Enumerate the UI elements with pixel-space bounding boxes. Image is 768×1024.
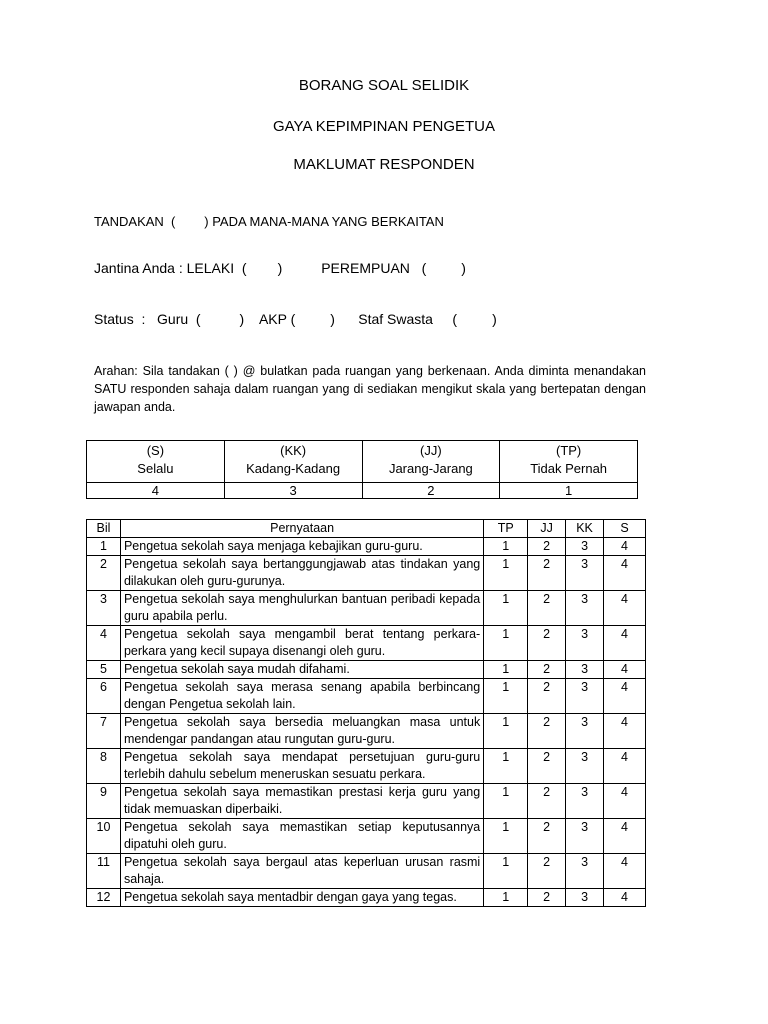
row-number: 4 <box>87 626 121 661</box>
table-row <box>87 714 646 749</box>
row-number: 3 <box>87 591 121 626</box>
table-row <box>87 538 646 556</box>
table-row <box>87 784 646 819</box>
table-row <box>87 819 646 854</box>
option-jj[interactable]: 2 <box>528 538 566 556</box>
option-tp[interactable]: 1 <box>484 661 528 679</box>
option-tp[interactable]: 1 <box>484 556 528 591</box>
option-tp[interactable]: 1 <box>484 784 528 819</box>
table-row <box>87 661 646 679</box>
option-tp[interactable]: 1 <box>484 854 528 889</box>
table-row <box>87 626 646 661</box>
header-pernyataan: Pernyataan <box>120 520 483 538</box>
row-statement: Pengetua sekolah saya menjaga kebajikan guru-guru. <box>120 538 483 556</box>
table-row <box>87 556 646 591</box>
form-subtitle: GAYA KEPIMPINAN PENGETUA <box>273 118 495 135</box>
option-jj[interactable]: 2 <box>528 714 566 749</box>
row-number: 5 <box>87 661 121 679</box>
scale-table <box>86 440 638 499</box>
option-kk[interactable]: 3 <box>566 854 604 889</box>
row-number: 11 <box>87 854 121 889</box>
option-tp[interactable]: 1 <box>484 679 528 714</box>
scale-cell-jj: (JJ) Jarang-Jarang <box>362 441 500 483</box>
option-kk[interactable]: 3 <box>566 749 604 784</box>
status-line: Status : Guru ( ) AKP ( ) Staf Swasta ( ) <box>94 311 497 327</box>
option-kk[interactable]: 3 <box>566 714 604 749</box>
option-s[interactable]: 4 <box>604 556 646 591</box>
option-tp[interactable]: 1 <box>484 749 528 784</box>
option-s[interactable]: 4 <box>604 679 646 714</box>
option-jj[interactable]: 2 <box>528 679 566 714</box>
row-statement: Pengetua sekolah saya mentadbir dengan gaya yang tegas. <box>120 889 483 907</box>
table-header-row <box>87 520 646 538</box>
header-bil: Bil <box>87 520 121 538</box>
scale-cell-s: (S) Selalu <box>87 441 225 483</box>
row-statement: Pengetua sekolah saya mengambil berat tentang perkara-perkara yang kecil supaya disenangi oleh guru. <box>120 626 483 661</box>
option-jj[interactable]: 2 <box>528 819 566 854</box>
option-tp[interactable]: 1 <box>484 819 528 854</box>
option-tp[interactable]: 1 <box>484 538 528 556</box>
option-s[interactable]: 4 <box>604 626 646 661</box>
scale-cell-kk: (KK) Kadang-Kadang <box>224 441 362 483</box>
header-kk: KK <box>566 520 604 538</box>
row-number: 12 <box>87 889 121 907</box>
row-statement: Pengetua sekolah saya mendapat persetujuan guru-guru terlebih dahulu sebelum meneruskan sesuatu perkara. <box>120 749 483 784</box>
option-jj[interactable]: 2 <box>528 854 566 889</box>
table-row <box>87 889 646 907</box>
row-statement: Pengetua sekolah saya bertanggungjawab atas tindakan yang dilakukan oleh guru-gurunya. <box>120 556 483 591</box>
option-kk[interactable]: 3 <box>566 626 604 661</box>
option-kk[interactable]: 3 <box>566 784 604 819</box>
table-row <box>87 854 646 889</box>
gender-line: Jantina Anda : LELAKI ( ) PEREMPUAN ( ) <box>94 260 466 276</box>
option-kk[interactable]: 3 <box>566 819 604 854</box>
option-s[interactable]: 4 <box>604 714 646 749</box>
row-number: 7 <box>87 714 121 749</box>
row-number: 2 <box>87 556 121 591</box>
option-tp[interactable]: 1 <box>484 591 528 626</box>
header-jj: JJ <box>528 520 566 538</box>
scale-codes-row <box>87 441 638 483</box>
section-title: MAKLUMAT RESPONDEN <box>293 156 475 173</box>
option-tp[interactable]: 1 <box>484 889 528 907</box>
option-tp[interactable]: 1 <box>484 714 528 749</box>
row-number: 10 <box>87 819 121 854</box>
option-s[interactable]: 4 <box>604 819 646 854</box>
row-number: 9 <box>87 784 121 819</box>
row-statement: Pengetua sekolah saya memastikan prestasi kerja guru yang tidak memuaskan diperbaiki. <box>120 784 483 819</box>
option-kk[interactable]: 3 <box>566 661 604 679</box>
arahan-paragraph: Arahan: Sila tandakan ( ) @ bulatkan pada ruangan yang berkenaan. Anda diminta menandakan SATU responden sahaja dalam ruangan yang di sediakan mengikut skala yang bertepatan dengan jawapan anda. <box>94 364 646 414</box>
row-statement: Pengetua sekolah saya memastikan setiap keputusannya dipatuhi oleh guru. <box>120 819 483 854</box>
scale-value: 2 <box>362 483 500 499</box>
row-number: 1 <box>87 538 121 556</box>
option-kk[interactable]: 3 <box>566 679 604 714</box>
scale-value: 4 <box>87 483 225 499</box>
row-statement: Pengetua sekolah saya menghulurkan bantuan peribadi kepada guru apabila perlu. <box>120 591 483 626</box>
table-row <box>87 591 646 626</box>
option-kk[interactable]: 3 <box>566 556 604 591</box>
row-number: 8 <box>87 749 121 784</box>
option-jj[interactable]: 2 <box>528 889 566 907</box>
table-row <box>87 749 646 784</box>
option-s[interactable]: 4 <box>604 538 646 556</box>
option-jj[interactable]: 2 <box>528 749 566 784</box>
row-statement: Pengetua sekolah saya bergaul atas keperluan urusan rasmi sahaja. <box>120 854 483 889</box>
option-kk[interactable]: 3 <box>566 591 604 626</box>
header-s: S <box>604 520 646 538</box>
option-s[interactable]: 4 <box>604 661 646 679</box>
option-jj[interactable]: 2 <box>528 661 566 679</box>
scale-value: 1 <box>500 483 638 499</box>
option-s[interactable]: 4 <box>604 591 646 626</box>
scale-cell-tp: (TP) Tidak Pernah <box>500 441 638 483</box>
option-kk[interactable]: 3 <box>566 889 604 907</box>
row-statement: Pengetua sekolah saya bersedia meluangkan masa untuk mendengar pandangan atau rungutan guru-guru. <box>120 714 483 749</box>
option-kk[interactable]: 3 <box>566 538 604 556</box>
form-title: BORANG SOAL SELIDIK <box>298 77 470 94</box>
row-number: 6 <box>87 679 121 714</box>
row-statement: Pengetua sekolah saya mudah difahami. <box>120 661 483 679</box>
header-tp: TP <box>484 520 528 538</box>
option-s[interactable]: 4 <box>604 749 646 784</box>
option-s[interactable]: 4 <box>604 889 646 907</box>
option-jj[interactable]: 2 <box>528 556 566 591</box>
scale-values-row <box>87 483 638 499</box>
option-jj[interactable]: 2 <box>528 626 566 661</box>
table-row <box>87 679 646 714</box>
scale-value: 3 <box>224 483 362 499</box>
instruction-line: TANDAKAN ( ) PADA MANA-MANA YANG BERKAITAN <box>94 214 444 229</box>
questionnaire-table <box>86 519 646 907</box>
option-s[interactable]: 4 <box>604 854 646 889</box>
option-jj[interactable]: 2 <box>528 784 566 819</box>
option-s[interactable]: 4 <box>604 784 646 819</box>
row-statement: Pengetua sekolah saya merasa senang apabila berbincang dengan Pengetua sekolah lain. <box>120 679 483 714</box>
option-jj[interactable]: 2 <box>528 591 566 626</box>
option-tp[interactable]: 1 <box>484 626 528 661</box>
